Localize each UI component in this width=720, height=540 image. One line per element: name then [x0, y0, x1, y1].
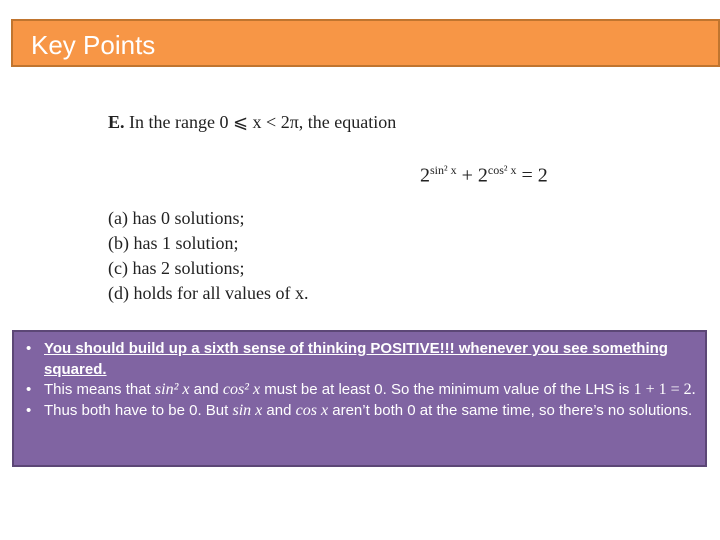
eq-rhs: = 2	[521, 164, 548, 187]
bullet-3-and: and	[262, 401, 296, 419]
bullet-dot: •	[26, 340, 32, 357]
bullet-3-pre: Thus both have to be 0. But	[44, 401, 233, 419]
options-list	[108, 206, 308, 306]
problem-statement	[108, 110, 608, 135]
bullet-3-post: aren’t both 0 at the same time, so there’s no solutions.	[328, 401, 693, 419]
key-points-list	[24, 339, 699, 421]
bullet-1-text: You should build up a sixth sense of thinking POSITIVE!!! whenever you see something squared.	[44, 340, 668, 378]
eq-exp1: sin² x	[430, 163, 457, 177]
eq-base1: 2	[420, 164, 430, 187]
option-b: (b) has 1 solution;	[108, 233, 239, 253]
problem-text: In the range 0 ⩽ x < 2π, the equation	[129, 112, 397, 132]
cosx-math: cos x	[295, 401, 329, 419]
bullet-2-and: and	[189, 381, 223, 398]
eq-exp2: cos² x	[487, 163, 517, 177]
sum-math: 1 + 1 = 2.	[633, 381, 696, 398]
sin2x-math: sin² x	[154, 381, 190, 398]
cos2x-math: cos² x	[222, 381, 261, 398]
bullet-dot: •	[26, 401, 32, 419]
problem-block	[108, 110, 608, 303]
eq-base2: 2	[477, 164, 488, 187]
title-bar	[11, 19, 720, 67]
bullet-dot: •	[26, 381, 32, 398]
bullet-3	[24, 401, 699, 422]
page-title: Key Points	[31, 30, 156, 60]
sinx-math: sin x	[232, 401, 263, 419]
problem-label: E.	[108, 112, 125, 132]
bullet-2	[24, 380, 699, 401]
key-points-box	[12, 330, 707, 467]
option-d: (d) holds for all values of x.	[108, 283, 309, 303]
bullet-2-post: must be at least 0. So the minimum value of the LHS is	[260, 381, 634, 398]
option-c: (c) has 2 solutions;	[108, 258, 245, 278]
eq-plus: +	[461, 164, 473, 187]
option-a: (a) has 0 solutions;	[108, 208, 245, 228]
equation	[420, 158, 548, 189]
bullet-2-pre: This means that	[44, 381, 155, 398]
bullet-1	[24, 339, 699, 380]
